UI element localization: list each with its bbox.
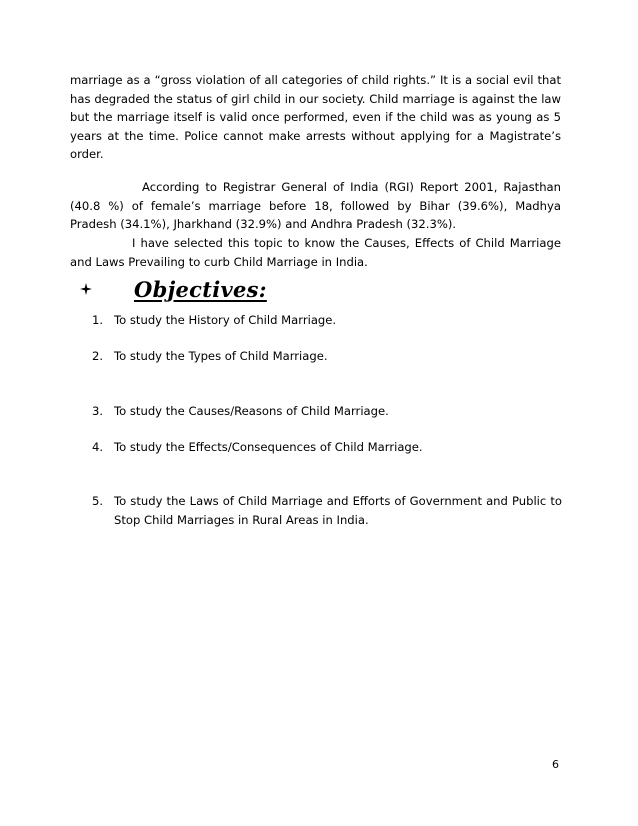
objective-item [92,347,562,366]
paragraph-intro: marriage as a “gross violation of all categories of child rights.” It is a social evil that has degraded the status of girl child in our society. Child marriage is against the law but the marriage itself is valid once performed, even if the child was as young as 5 years at the time. Police cannot make arrests without applying for a Magistrate’s order. [70,73,561,161]
objective-text: To study the Laws of Child Marriage and Efforts of Government and Public to Stop Child Marriages in Rural Areas in India. [114,494,562,527]
objective-text: To study the Effects/Consequences of Child Marriage. [114,440,423,454]
objective-item [92,402,562,421]
objective-text: To study the Types of Child Marriage. [114,349,328,363]
objective-item [92,492,562,529]
paragraph-rgi-report: According to Registrar General of India (RGI) Report 2001, Rajasthan (40.8 %) of female’s marriage before 18, followed by Bihar (39.6%), Madhya Pradesh (34.1%), Jharkhand (32.9%) and Andhra Pradesh (32.3%). [70,180,561,231]
objective-number: 3. [92,404,104,418]
objective-number: 4. [92,440,104,454]
objective-number: 1. [92,313,104,327]
objective-item [92,311,562,330]
objective-text: To study the History of Child Marriage. [114,313,337,327]
objective-number: 5. [92,494,104,508]
objectives-title: Objectives: [134,276,267,302]
paragraph-topic-text: I have selected this topic to know the Causes, Effects of Child Marriage and Laws Prevailing to curb Child Marriage in India. [70,236,561,269]
diamond-bullet-icon [80,283,92,295]
page-number: 6 [552,758,559,771]
paragraph-topic-selection [70,234,561,271]
objective-number: 2. [92,349,104,363]
objective-item [92,438,562,457]
objectives-heading [80,271,267,307]
objective-text: To study the Causes/Reasons of Child Marriage. [114,404,389,418]
